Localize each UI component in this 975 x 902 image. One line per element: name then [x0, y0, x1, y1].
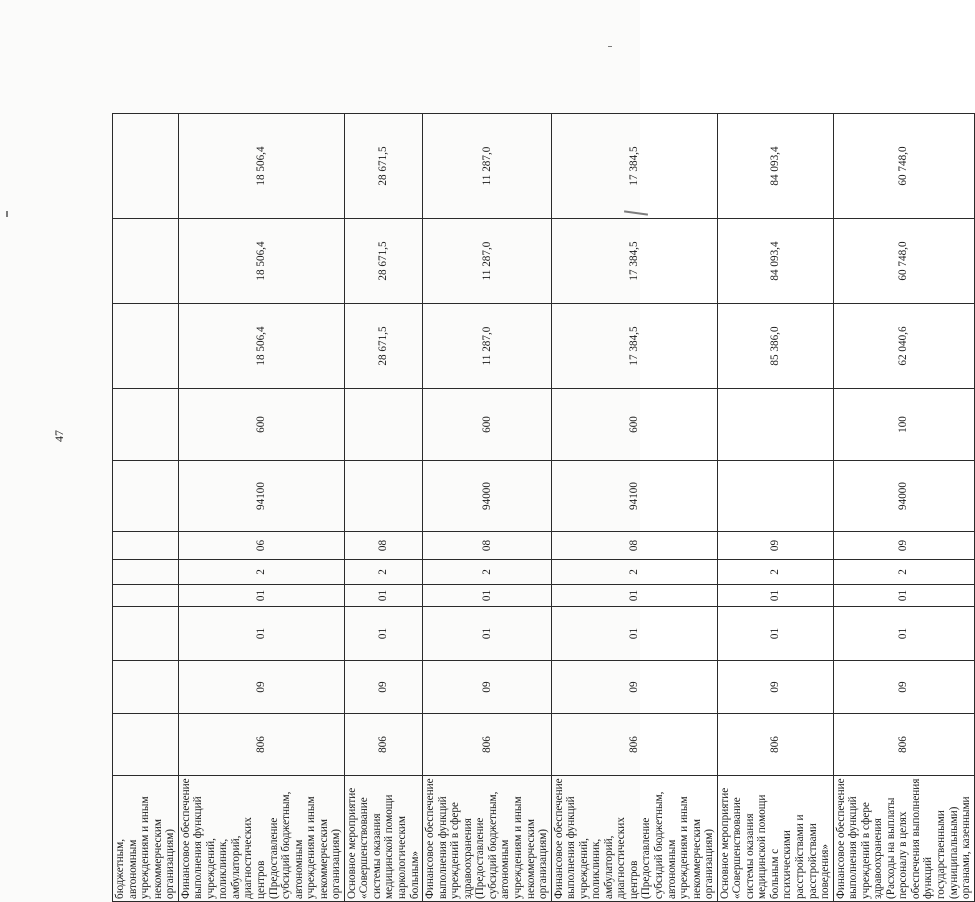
- table-row: [717, 114, 833, 902]
- value-cell: 18 506,4: [178, 114, 344, 219]
- code-cell: 806: [551, 714, 717, 776]
- code-cell: 09: [833, 532, 974, 560]
- value-cell: 60 748,0: [833, 114, 974, 219]
- code-cell: 01: [717, 585, 833, 607]
- value-cell: 17 384,5: [551, 219, 717, 304]
- code-cell: 2: [178, 560, 344, 585]
- code-cell: 600: [178, 389, 344, 461]
- code-cell: 09: [717, 532, 833, 560]
- code-cell: 01: [423, 585, 551, 607]
- scan-artifact: [6, 211, 8, 217]
- code-cell: 600: [423, 389, 551, 461]
- code-cell: [717, 389, 833, 461]
- value-cell: 11 287,0: [423, 219, 551, 304]
- code-cell: 09: [717, 661, 833, 714]
- code-cell: 806: [717, 714, 833, 776]
- code-cell: [344, 461, 422, 532]
- code-cell: 94100: [551, 461, 717, 532]
- scan-artifact: [608, 46, 612, 47]
- code-cell: [344, 389, 422, 461]
- code-cell: 806: [344, 714, 422, 776]
- value-cell: 18 506,4: [178, 219, 344, 304]
- code-cell: 09: [423, 661, 551, 714]
- code-cell: 2: [551, 560, 717, 585]
- code-cell: 2: [833, 560, 974, 585]
- row-name-cell: Основное мероприятие «Совершенствование системы оказания медицинской помощи наркологическим больным»: [344, 776, 422, 902]
- value-cell: 62 040,6: [833, 304, 974, 389]
- budget-table: [112, 113, 975, 902]
- code-cell: 94100: [178, 461, 344, 532]
- code-cell: 806: [178, 714, 344, 776]
- table-row: [423, 114, 551, 902]
- row-name-cell: Финансовое обеспечение выполнения функций учреждений в сфере здравоохранения (Предоставление субсидий бюджетным, автономным учреждениям и иным некоммерческим организациям): [423, 776, 551, 902]
- value-cell: 18 506,4: [178, 304, 344, 389]
- value-cell: 11 287,0: [423, 114, 551, 219]
- value-cell: 28 671,5: [344, 114, 422, 219]
- row-name-cell: Финансовое обеспечение выполнения функций учреждений, поликлиник, амбулаторий, диагностических центров (Предоставление субсидий бюджетным, автономным учреждениям и иным некоммерческим организациям): [178, 776, 344, 902]
- code-cell: 09: [551, 661, 717, 714]
- row-name-cell: Основное мероприятие «Совершенствование системы оказания медицинской помощи больным с психическими расстройствами и расстройствами поведения»: [717, 776, 833, 902]
- code-cell: 01: [833, 585, 974, 607]
- code-cell: 01: [833, 607, 974, 661]
- page-number: 47: [52, 430, 66, 442]
- code-cell: 08: [551, 532, 717, 560]
- code-cell: 09: [178, 661, 344, 714]
- value-cell: 28 671,5: [344, 219, 422, 304]
- code-cell: 08: [344, 532, 422, 560]
- code-cell: [717, 461, 833, 532]
- code-cell: 09: [344, 661, 422, 714]
- code-cell: 01: [717, 607, 833, 661]
- code-cell: 806: [833, 714, 974, 776]
- code-cell: 94000: [833, 461, 974, 532]
- value-cell: 84 093,4: [717, 114, 833, 219]
- code-cell: 600: [551, 389, 717, 461]
- table-row: [833, 114, 974, 902]
- value-cell: 84 093,4: [717, 219, 833, 304]
- code-cell: 2: [717, 560, 833, 585]
- value-cell: 60 748,0: [833, 219, 974, 304]
- code-cell: 01: [178, 607, 344, 661]
- code-cell: 2: [423, 560, 551, 585]
- code-cell: 01: [178, 585, 344, 607]
- table-row: [344, 114, 422, 902]
- code-cell: 01: [344, 607, 422, 661]
- code-cell: 100: [833, 389, 974, 461]
- code-cell: 09: [833, 661, 974, 714]
- code-cell: 01: [344, 585, 422, 607]
- row-name-cell: Финансовое обеспечение выполнения функций учреждений, поликлиник, амбулаторий, диагностических центров (Предоставление субсидий бюджетным, автономным учреждениям и иным некоммерческим организациям): [551, 776, 717, 902]
- rotated-table-wrapper: [112, 114, 973, 902]
- code-cell: 2: [344, 560, 422, 585]
- code-cell: 01: [551, 585, 717, 607]
- table-row: [178, 114, 344, 902]
- code-cell: 06: [178, 532, 344, 560]
- value-cell: 11 287,0: [423, 304, 551, 389]
- value-cell: 17 384,5: [551, 114, 717, 219]
- code-cell: 01: [423, 607, 551, 661]
- value-cell: 85 386,0: [717, 304, 833, 389]
- code-cell: 08: [423, 532, 551, 560]
- code-cell: 01: [551, 607, 717, 661]
- row-name-cell: Финансовое обеспечение выполнения функций учреждений в сфере здравоохранения (Расходы на выплаты персоналу в целях обеспечения выполнения функций государственными (муниципальными) органами, казенными: [833, 776, 974, 902]
- code-cell: 94000: [423, 461, 551, 532]
- row-name-cell: бюджетным, автономным учреждениям и иным некоммерческим организациям): [113, 776, 179, 902]
- table-row: [551, 114, 717, 902]
- value-cell: 28 671,5: [344, 304, 422, 389]
- table-row: [113, 114, 179, 902]
- code-cell: 806: [423, 714, 551, 776]
- value-cell: 17 384,5: [551, 304, 717, 389]
